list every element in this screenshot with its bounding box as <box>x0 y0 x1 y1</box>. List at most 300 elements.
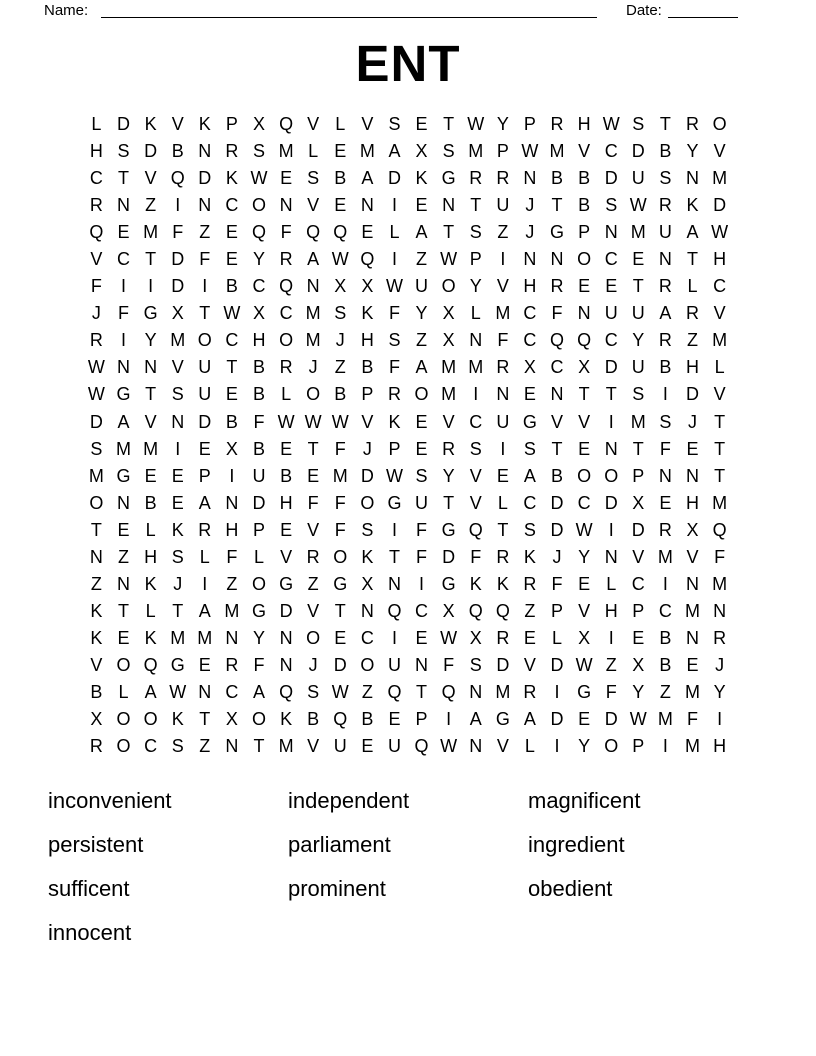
grid-letter: N <box>658 249 672 270</box>
grid-letter: W <box>223 303 241 324</box>
grid-letter: V <box>307 519 320 540</box>
grid-letter: X <box>523 357 536 378</box>
word-list-item: persistent <box>48 832 144 857</box>
grid-letter: N <box>198 195 212 216</box>
grid-letter: T <box>307 438 319 459</box>
grid-letter: C <box>523 303 537 324</box>
grid-letter: X <box>469 627 482 648</box>
word-list-item: prominent <box>288 876 386 901</box>
grid-letter: J <box>173 573 183 594</box>
grid-letter: E <box>415 114 428 135</box>
grid-letter: C <box>604 141 618 162</box>
date-label: Date: <box>626 2 662 19</box>
grid-letter: I <box>121 330 127 351</box>
grid-letter: L <box>145 519 156 540</box>
grid-letter: V <box>171 357 184 378</box>
grid-letter: T <box>199 709 211 730</box>
grid-letter: F <box>172 222 184 243</box>
grid-letter: S <box>117 141 130 162</box>
grid-letter: C <box>144 736 158 757</box>
grid-letter: Y <box>578 736 591 757</box>
grid-letter: D <box>360 465 374 486</box>
grid-letter: I <box>446 709 452 730</box>
grid-letter: N <box>279 195 293 216</box>
grid-letter: F <box>605 682 617 702</box>
grid-letter: S <box>171 384 184 405</box>
grid-letter: Z <box>686 330 698 351</box>
grid-letter: D <box>550 709 564 730</box>
grid-letter: B <box>252 438 265 459</box>
grid-letter: E <box>523 627 536 648</box>
grid-letter: E <box>605 276 618 297</box>
grid-letter: X <box>632 492 645 513</box>
grid-letter: R <box>279 357 293 378</box>
grid-letter: M <box>88 465 104 486</box>
grid-letter: M <box>712 573 728 594</box>
grid-letter: E <box>334 627 347 648</box>
grid-letter: X <box>578 627 591 648</box>
grid-letter: U <box>415 276 429 297</box>
grid-letter: W <box>87 357 105 378</box>
grid-letter: X <box>442 303 455 324</box>
grid-letter: I <box>608 519 614 540</box>
grid-letter: Z <box>659 682 671 702</box>
grid-letter: N <box>360 600 374 621</box>
grid-letter: L <box>118 682 129 702</box>
grid-letter: P <box>632 736 645 757</box>
grid-letter: F <box>253 654 265 675</box>
grid-letter: T <box>199 303 211 324</box>
grid-letter: U <box>387 654 401 675</box>
grid-letter: S <box>523 519 536 540</box>
grid-letter: D <box>117 114 131 135</box>
grid-letter: Q <box>441 682 456 702</box>
grid-letter: Q <box>468 519 483 540</box>
grid-letter: H <box>523 276 537 297</box>
grid-letter: N <box>469 736 483 757</box>
grid-letter: N <box>604 546 618 567</box>
grid-letter: T <box>443 492 455 513</box>
grid-letter: J <box>687 411 697 432</box>
grid-letter: B <box>659 654 672 675</box>
grid-letter: K <box>686 195 699 216</box>
grid-letter: C <box>631 573 645 594</box>
grid-letter: U <box>198 384 212 405</box>
grid-letter: O <box>143 709 158 730</box>
word-search-grid <box>83 111 733 760</box>
grid-letter: R <box>225 654 239 675</box>
grid-letter: V <box>307 114 320 135</box>
word-list <box>48 779 768 955</box>
grid-letter: F <box>416 519 428 540</box>
grid-letter: Q <box>306 222 321 243</box>
grid-letter: J <box>525 195 535 216</box>
grid-letter: U <box>631 303 645 324</box>
grid-letter: B <box>280 465 293 486</box>
grid-letter: F <box>686 709 698 730</box>
grid-letter: J <box>715 654 725 675</box>
grid-letter: R <box>442 438 456 459</box>
grid-letter: N <box>225 736 239 757</box>
grid-letter: D <box>252 492 266 513</box>
grid-letter: R <box>89 330 103 351</box>
grid-letter: M <box>684 736 700 757</box>
grid-letter: M <box>630 222 646 243</box>
grid-letter: S <box>307 168 320 189</box>
grid-letter: G <box>116 384 131 405</box>
date-blank-line <box>668 17 738 18</box>
grid-letter: U <box>631 168 645 189</box>
grid-letter: L <box>606 573 617 594</box>
grid-letter: Q <box>279 276 294 297</box>
grid-letter: C <box>225 682 239 702</box>
grid-letter: V <box>713 141 726 162</box>
grid-letter: M <box>684 600 700 621</box>
grid-letter: I <box>391 627 397 648</box>
grid-letter: E <box>225 384 238 405</box>
grid-letter: T <box>470 195 482 216</box>
grid-letter: X <box>361 276 374 297</box>
grid-letter: L <box>524 736 535 757</box>
grid-letter: C <box>550 357 564 378</box>
grid-letter: W <box>440 249 458 270</box>
grid-letter: E <box>280 168 293 189</box>
grid-letter: E <box>225 222 238 243</box>
grid-letter: I <box>554 736 560 757</box>
grid-letter: M <box>468 141 484 162</box>
grid-letter: V <box>469 492 482 513</box>
grid-letter: X <box>578 357 591 378</box>
grid-letter: I <box>121 276 127 297</box>
grid-letter: Q <box>251 222 266 243</box>
grid-letter: O <box>116 709 131 730</box>
grid-letter: O <box>306 627 321 648</box>
grid-letter: B <box>90 682 103 702</box>
grid-letter: P <box>361 384 374 405</box>
grid-letter: B <box>361 709 374 730</box>
grid-letter: E <box>361 222 374 243</box>
grid-letter: Q <box>550 330 565 351</box>
grid-letter: L <box>199 546 210 567</box>
grid-letter: I <box>608 627 614 648</box>
grid-letter: Q <box>333 222 348 243</box>
grid-letter: E <box>334 195 347 216</box>
grid-letter: D <box>333 654 347 675</box>
grid-letter: C <box>279 303 293 324</box>
grid-letter: X <box>334 276 347 297</box>
grid-letter: O <box>414 384 429 405</box>
grid-letter: Z <box>145 195 157 216</box>
grid-letter: S <box>90 438 103 459</box>
grid-letter: D <box>198 411 212 432</box>
grid-letter: D <box>550 654 564 675</box>
grid-letter: W <box>169 682 187 702</box>
grid-letter: F <box>334 438 346 459</box>
grid-letter: N <box>469 330 483 351</box>
grid-letter: D <box>685 384 699 405</box>
grid-letter: G <box>441 573 456 594</box>
grid-letter: C <box>89 168 103 189</box>
grid-letter: S <box>523 438 536 459</box>
grid-letter: I <box>662 573 668 594</box>
grid-letter: H <box>577 114 591 135</box>
grid-letter: B <box>659 141 672 162</box>
grid-letter: J <box>308 654 318 675</box>
grid-letter: B <box>334 168 347 189</box>
grid-letter: M <box>278 736 294 757</box>
grid-letter: Y <box>442 465 455 486</box>
grid-letter: R <box>496 546 510 567</box>
grid-letter: X <box>632 654 645 675</box>
grid-letter: T <box>714 438 726 459</box>
grid-letter: W <box>331 249 349 270</box>
grid-letter: F <box>388 303 400 324</box>
grid-letter: U <box>387 736 401 757</box>
grid-letter: W <box>711 222 729 243</box>
grid-letter: I <box>229 465 235 486</box>
grid-letter: G <box>387 492 402 513</box>
grid-letter: S <box>659 168 672 189</box>
grid-letter: G <box>251 600 266 621</box>
grid-letter: S <box>469 654 482 675</box>
grid-letter: Y <box>632 682 645 702</box>
grid-letter: E <box>415 438 428 459</box>
grid-letter: I <box>391 249 397 270</box>
grid-letter: E <box>578 709 591 730</box>
grid-letter: K <box>171 519 184 540</box>
grid-letter: I <box>662 736 668 757</box>
grid-letter: Q <box>387 600 402 621</box>
grid-letter: E <box>659 492 672 513</box>
grid-letter: W <box>385 276 403 297</box>
grid-letter: V <box>361 411 374 432</box>
grid-letter: V <box>578 411 591 432</box>
grid-letter: B <box>551 465 564 486</box>
grid-letter: H <box>713 249 727 270</box>
grid-letter: N <box>713 600 727 621</box>
grid-letter: O <box>116 736 131 757</box>
grid-letter: E <box>686 438 699 459</box>
grid-letter: Z <box>118 546 130 567</box>
grid-letter: V <box>551 411 564 432</box>
grid-letter: H <box>713 736 727 757</box>
grid-letter: E <box>117 519 130 540</box>
grid-letter: B <box>252 384 265 405</box>
grid-letter: W <box>331 411 349 432</box>
grid-letter: U <box>631 357 645 378</box>
grid-letter: O <box>279 330 294 351</box>
grid-letter: K <box>144 627 157 648</box>
grid-letter: R <box>658 276 672 297</box>
grid-letter: R <box>658 519 672 540</box>
grid-letter: I <box>717 709 723 730</box>
grid-letter: V <box>307 736 320 757</box>
grid-letter: Q <box>414 736 429 757</box>
grid-letter: W <box>440 736 458 757</box>
grid-letter: Y <box>252 249 265 270</box>
grid-letter: T <box>118 168 130 189</box>
grid-letter: Q <box>387 682 402 702</box>
grid-letter: I <box>148 276 154 297</box>
grid-letter: Q <box>89 222 104 243</box>
grid-letter: K <box>523 546 536 567</box>
grid-letter: C <box>523 492 537 513</box>
grid-letter: D <box>171 249 185 270</box>
grid-letter: Z <box>361 682 373 702</box>
grid-letter: R <box>658 330 672 351</box>
grid-letter: X <box>225 438 238 459</box>
grid-letter: S <box>252 141 265 162</box>
grid-letter: W <box>602 114 620 135</box>
grid-letter: V <box>307 600 320 621</box>
grid-letter: U <box>496 195 510 216</box>
grid-letter: T <box>551 195 563 216</box>
grid-letter: A <box>252 682 265 702</box>
grid-letter: D <box>550 519 564 540</box>
grid-letter: F <box>470 546 482 567</box>
grid-letter: S <box>605 195 618 216</box>
grid-letter: J <box>91 303 101 324</box>
grid-letter: N <box>225 492 239 513</box>
grid-letter: M <box>549 141 565 162</box>
grid-letter: Z <box>416 249 428 270</box>
grid-letter: T <box>145 384 157 405</box>
grid-letter: Q <box>712 519 727 540</box>
grid-letter: F <box>334 492 346 513</box>
grid-letter: K <box>90 627 103 648</box>
grid-letter: Q <box>577 330 592 351</box>
grid-letter: E <box>632 249 645 270</box>
grid-letter: B <box>307 709 320 730</box>
grid-letter: Y <box>578 546 591 567</box>
grid-letter: F <box>280 222 292 243</box>
grid-letter: S <box>388 330 401 351</box>
grid-letter: R <box>89 195 103 216</box>
grid-letter: A <box>523 465 536 486</box>
grid-letter: X <box>361 573 374 594</box>
grid-letter: C <box>658 600 672 621</box>
grid-letter: S <box>442 141 455 162</box>
grid-letter: N <box>117 573 131 594</box>
grid-letter: R <box>550 276 564 297</box>
grid-letter: L <box>470 303 481 324</box>
grid-letter: Q <box>170 168 185 189</box>
grid-letter: Q <box>495 600 510 621</box>
grid-letter: E <box>280 519 293 540</box>
grid-letter: E <box>388 709 401 730</box>
grid-letter: T <box>334 600 346 621</box>
grid-letter: N <box>550 249 564 270</box>
grid-letter: M <box>143 438 159 459</box>
grid-letter: I <box>608 411 614 432</box>
grid-letter: H <box>89 141 103 162</box>
grid-letter: V <box>144 168 157 189</box>
grid-letter: V <box>496 736 509 757</box>
grid-letter: R <box>198 519 212 540</box>
grid-letter: K <box>361 546 374 567</box>
grid-letter: L <box>308 141 319 162</box>
word-list-item: independent <box>288 788 410 813</box>
word-list-item: obedient <box>528 876 613 901</box>
grid-letter: M <box>441 357 457 378</box>
grid-letter: V <box>361 114 374 135</box>
grid-letter: M <box>495 303 511 324</box>
grid-letter: O <box>441 276 456 297</box>
grid-letter: P <box>551 600 564 621</box>
grid-letter: D <box>144 141 158 162</box>
grid-letter: T <box>145 249 157 270</box>
grid-letter: B <box>551 168 564 189</box>
grid-letter: M <box>305 303 321 324</box>
grid-letter: R <box>496 168 510 189</box>
grid-letter: I <box>419 573 425 594</box>
grid-letter: R <box>225 141 239 162</box>
grid-letter: W <box>521 141 539 162</box>
grid-letter: R <box>713 627 727 648</box>
grid-letter: N <box>387 573 401 594</box>
grid-letter: B <box>252 357 265 378</box>
grid-letter: Z <box>199 736 211 757</box>
grid-letter: E <box>415 411 428 432</box>
name-blank-line <box>101 17 597 18</box>
grid-letter: P <box>469 249 482 270</box>
grid-letter: V <box>578 600 591 621</box>
grid-letter: N <box>144 357 158 378</box>
grid-letter: T <box>632 276 644 297</box>
grid-letter: Z <box>334 357 346 378</box>
grid-letter: C <box>523 330 537 351</box>
grid-letter: T <box>714 411 726 432</box>
grid-letter: N <box>415 654 429 675</box>
grid-letter: D <box>631 519 645 540</box>
grid-letter: O <box>360 492 375 513</box>
grid-letter: O <box>604 465 619 486</box>
grid-letter: M <box>712 330 728 351</box>
grid-letter: I <box>473 384 479 405</box>
grid-letter: S <box>632 384 645 405</box>
grid-letter: F <box>443 654 455 675</box>
grid-letter: I <box>175 438 181 459</box>
grid-letter: E <box>198 654 211 675</box>
grid-letter: V <box>171 114 184 135</box>
grid-letter: F <box>659 438 671 459</box>
grid-letter: R <box>550 114 564 135</box>
grid-letter: X <box>442 330 455 351</box>
grid-letter: P <box>388 438 401 459</box>
grid-letter: C <box>577 492 591 513</box>
grid-letter: S <box>632 114 645 135</box>
grid-letter: E <box>415 627 428 648</box>
grid-letter: C <box>117 249 131 270</box>
grid-letter: H <box>685 492 699 513</box>
grid-letter: Q <box>468 600 483 621</box>
grid-letter: M <box>224 600 240 621</box>
grid-letter: B <box>361 357 374 378</box>
grid-letter: L <box>281 384 292 405</box>
grid-letter: V <box>90 654 103 675</box>
grid-letter: E <box>334 141 347 162</box>
grid-letter: S <box>361 519 374 540</box>
grid-letter: N <box>198 141 212 162</box>
grid-letter: R <box>523 682 537 702</box>
grid-letter: X <box>252 303 265 324</box>
grid-letter: O <box>577 465 592 486</box>
grid-letter: N <box>171 411 185 432</box>
grid-letter: A <box>659 303 672 324</box>
grid-letter: Y <box>686 141 699 162</box>
grid-letter: A <box>415 357 428 378</box>
grid-letter: I <box>662 384 668 405</box>
